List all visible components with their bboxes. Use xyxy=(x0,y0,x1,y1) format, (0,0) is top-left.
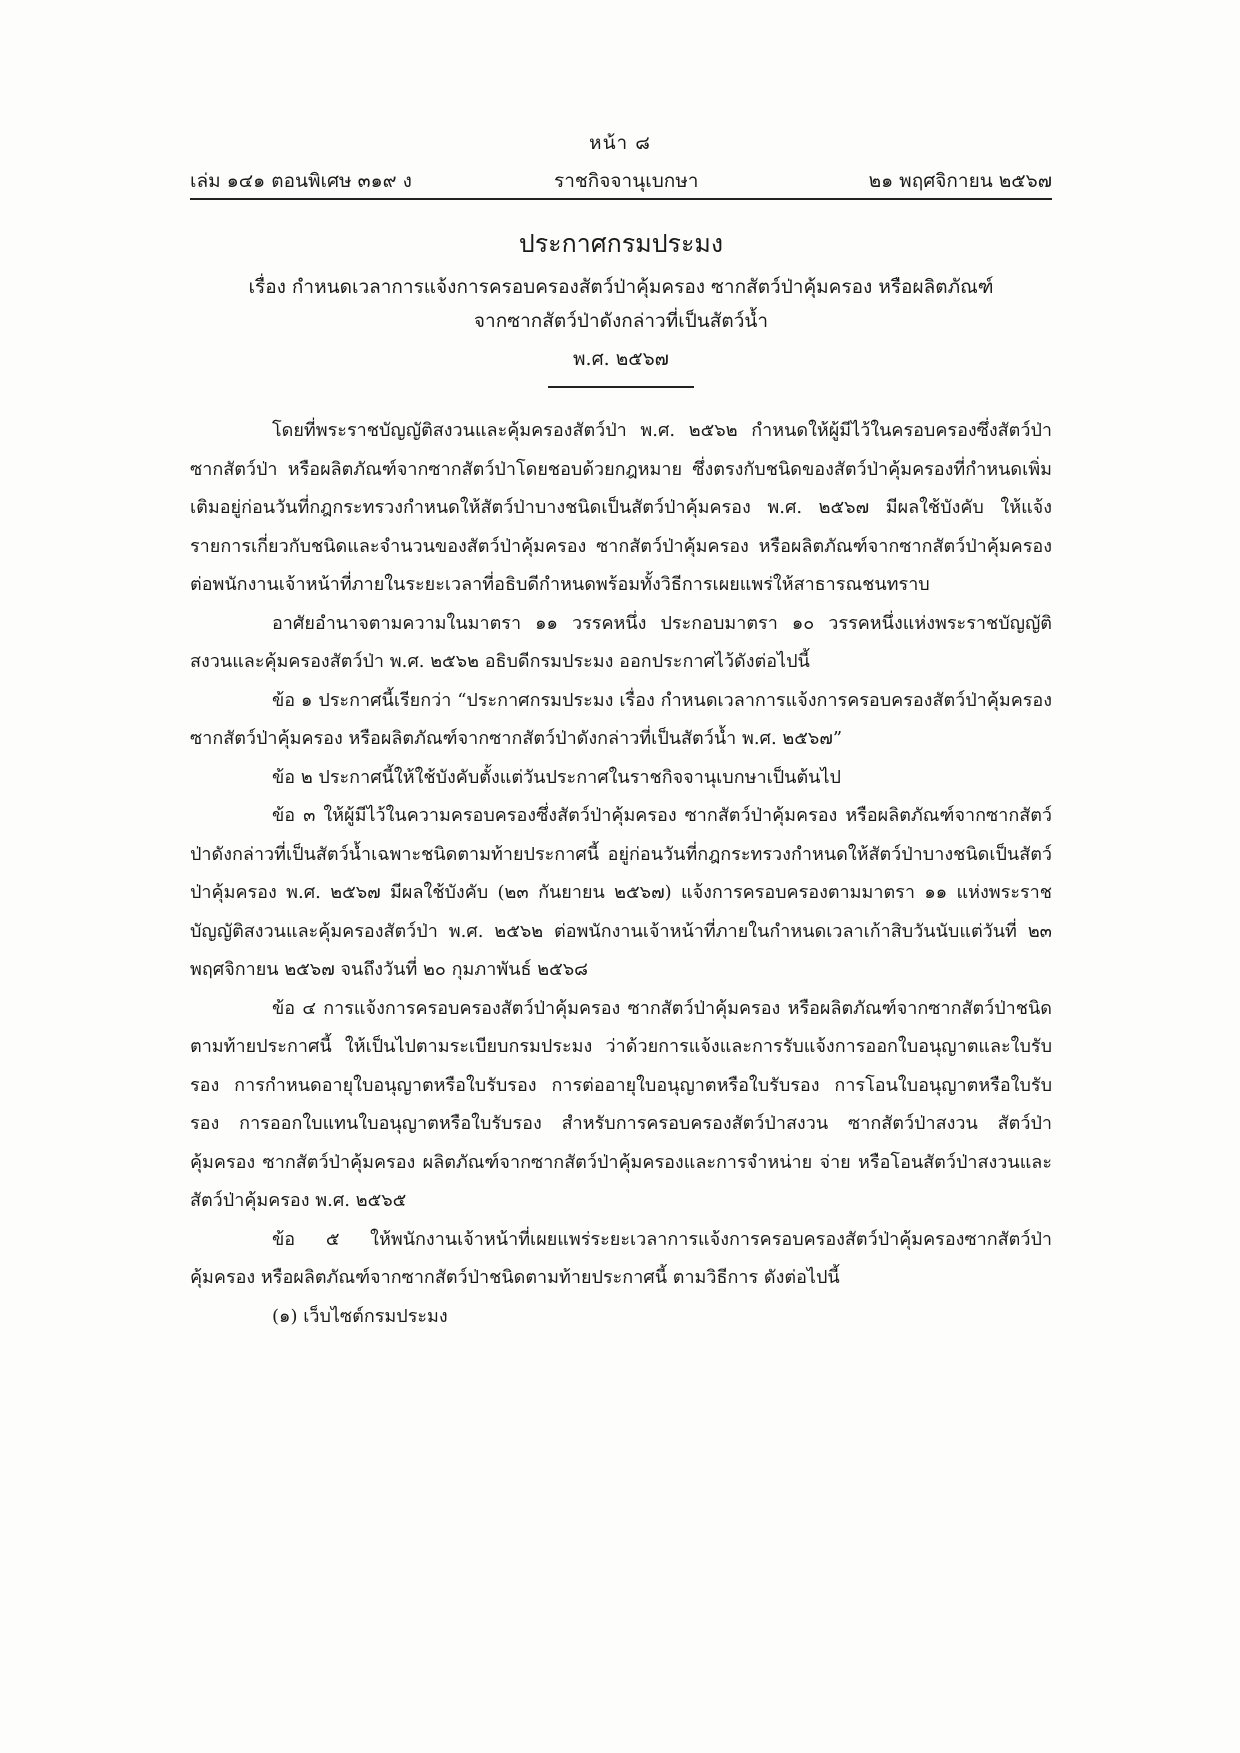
clause-2: ข้อ ๒ ประกาศนี้ให้ใช้บังคับตั้งแต่วันประกาศในราชกิจจานุเบกษาเป็นต้นไป xyxy=(272,766,841,788)
authority-paragraph: อาศัยอำนาจตามความในมาตรา ๑๑ วรรคหนึ่ง ประกอบมาตรา ๑๐ วรรคหนึ่งแห่งพระราชบัญญัติสงวนและคุ้มครองสัตว์ป่า พ.ศ. ๒๕๖๒ อธิบดีกรมประมง ออกประกาศไว้ดังต่อไปนี้ xyxy=(190,612,1052,672)
volume-issue: เล่ม ๑๔๑ ตอนพิเศษ ๓๑๙ ง xyxy=(190,170,412,192)
title-divider xyxy=(548,386,694,388)
document-title: ประกาศกรมประมง xyxy=(518,229,724,258)
document-body xyxy=(190,412,1052,1336)
clause-3: ข้อ ๓ ให้ผู้มีไว้ในความครอบครองซึ่งสัตว์ป่าคุ้มครอง ซากสัตว์ป่าคุ้มครอง หรือผลิตภัณฑ์จากซากสัตว์ป่าดังกล่าวที่เป็นสัตว์น้ำเฉพาะชนิดตามท้ายประกาศนี้ อยู่ก่อนวันที่กฎกระทรวงกำหนดให้สัตว์ป่าบางชนิดเป็นสัตว์ป่าคุ้มครอง พ.ศ. ๒๕๖๗ มีผลใช้บังคับ (๒๓ กันยายน ๒๕๖๗) แจ้งการครอบครองตามมาตรา ๑๑ แห่งพระราชบัญญัติสงวนและคุ้มครองสัตว์ป่า พ.ศ. ๒๕๖๒ ต่อพนักงานเจ้าหน้าที่ภายในกำหนดเวลาเก้าสิบวันนับแต่วันที่ ๒๓ พฤศจิกายน ๒๕๖๗ จนถึงวันที่ ๒๐ กุมภาพันธ์ ๒๕๖๘ xyxy=(190,805,1052,980)
subject-line-2: จากซากสัตว์ป่าดังกล่าวที่เป็นสัตว์น้ำ xyxy=(473,310,769,332)
publication-date: ๒๑ พฤศจิกายน ๒๕๖๗ xyxy=(868,170,1052,192)
clause-4: ข้อ ๔ การแจ้งการครอบครองสัตว์ป่าคุ้มครอง ซากสัตว์ป่าคุ้มครอง หรือผลิตภัณฑ์จากซากสัตว์ป่าชนิดตามท้ายประกาศนี้ ให้เป็นไปตามระเบียบกรมประมง ว่าด้วยการแจ้งและการรับแจ้งการออกใบอนุญาตและใบรับรอง การกำหนดอายุใบอนุญาตหรือใบรับรอง การต่ออายุใบอนุญาตหรือใบรับรอง การโอนใบอนุญาตหรือใบรับรอง การออกใบแทนใบอนุญาตหรือใบรับรอง สำหรับการครอบครองสัตว์ป่าสงวน ซากสัตว์ป่าสงวน สัตว์ป่าคุ้มครอง ซากสัตว์ป่าคุ้มครอง ผลิตภัณฑ์จากซากสัตว์ป่าคุ้มครองและการจำหน่าย จ่าย หรือโอนสัตว์ป่าสงวนและสัตว์ป่าคุ้มครอง พ.ศ. ๒๕๖๕ xyxy=(190,997,1052,1211)
gazette-name: ราชกิจจานุเบกษา xyxy=(554,170,699,192)
clause-5-item-1: (๑) เว็บไซต์กรมประมง xyxy=(272,1305,448,1327)
clause-5: ข้อ ๕ ให้พนักงานเจ้าหน้าที่เผยแพร่ระยะเวลาการแจ้งการครอบครองสัตว์ป่าคุ้มครองซากสัตว์ป่าคุ้มครอง หรือผลิตภัณฑ์จากซากสัตว์ป่าชนิดตามท้ายประกาศนี้ ตามวิธีการ ดังต่อไปนี้ xyxy=(190,1228,1052,1288)
subject-line-1: เรื่อง กำหนดเวลาการแจ้งการครอบครองสัตว์ป่าคุ้มครอง ซากสัตว์ป่าคุ้มครอง หรือผลิตภัณฑ์ xyxy=(248,276,994,298)
clause-1: ข้อ ๑ ประกาศนี้เรียกว่า “ประกาศกรมประมง เรื่อง กำหนดเวลาการแจ้งการครอบครองสัตว์ป่าคุ้มครอง ซากสัตว์ป่าคุ้มครอง หรือผลิตภัณฑ์จากซากสัตว์ป่าดังกล่าวที่เป็นสัตว์น้ำ พ.ศ. ๒๕๖๗” xyxy=(190,689,1052,749)
page-number: หน้า ๘ xyxy=(589,132,651,154)
preamble-paragraph: โดยที่พระราชบัญญัติสงวนและคุ้มครองสัตว์ป่า พ.ศ. ๒๕๖๒ กำหนดให้ผู้มีไว้ในครอบครองซึ่งสัตว์ป่า ซากสัตว์ป่า หรือผลิตภัณฑ์จากซากสัตว์ป่าโดยชอบด้วยกฎหมาย ซึ่งตรงกับชนิดของสัตว์ป่าคุ้มครองที่กำหนดเพิ่มเติมอยู่ก่อนวันที่กฎกระทรวงกำหนดให้สัตว์ป่าบางชนิดเป็นสัตว์ป่าคุ้มครอง พ.ศ. ๒๕๖๗ มีผลใช้บังคับ ให้แจ้งรายการเกี่ยวกับชนิดและจำนวนของสัตว์ป่าคุ้มครอง ซากสัตว์ป่าคุ้มครอง หรือผลิตภัณฑ์จากซากสัตว์ป่าคุ้มครองต่อพนักงานเจ้าหน้าที่ภายในระยะเวลาที่อธิบดีกำหนดพร้อมทั้งวิธีการเผยแพร่ให้สาธารณชนทราบ xyxy=(190,420,1052,595)
gazette-header xyxy=(190,166,1052,200)
document-year: พ.ศ. ๒๕๖๗ xyxy=(573,348,669,370)
title-block xyxy=(190,226,1052,388)
